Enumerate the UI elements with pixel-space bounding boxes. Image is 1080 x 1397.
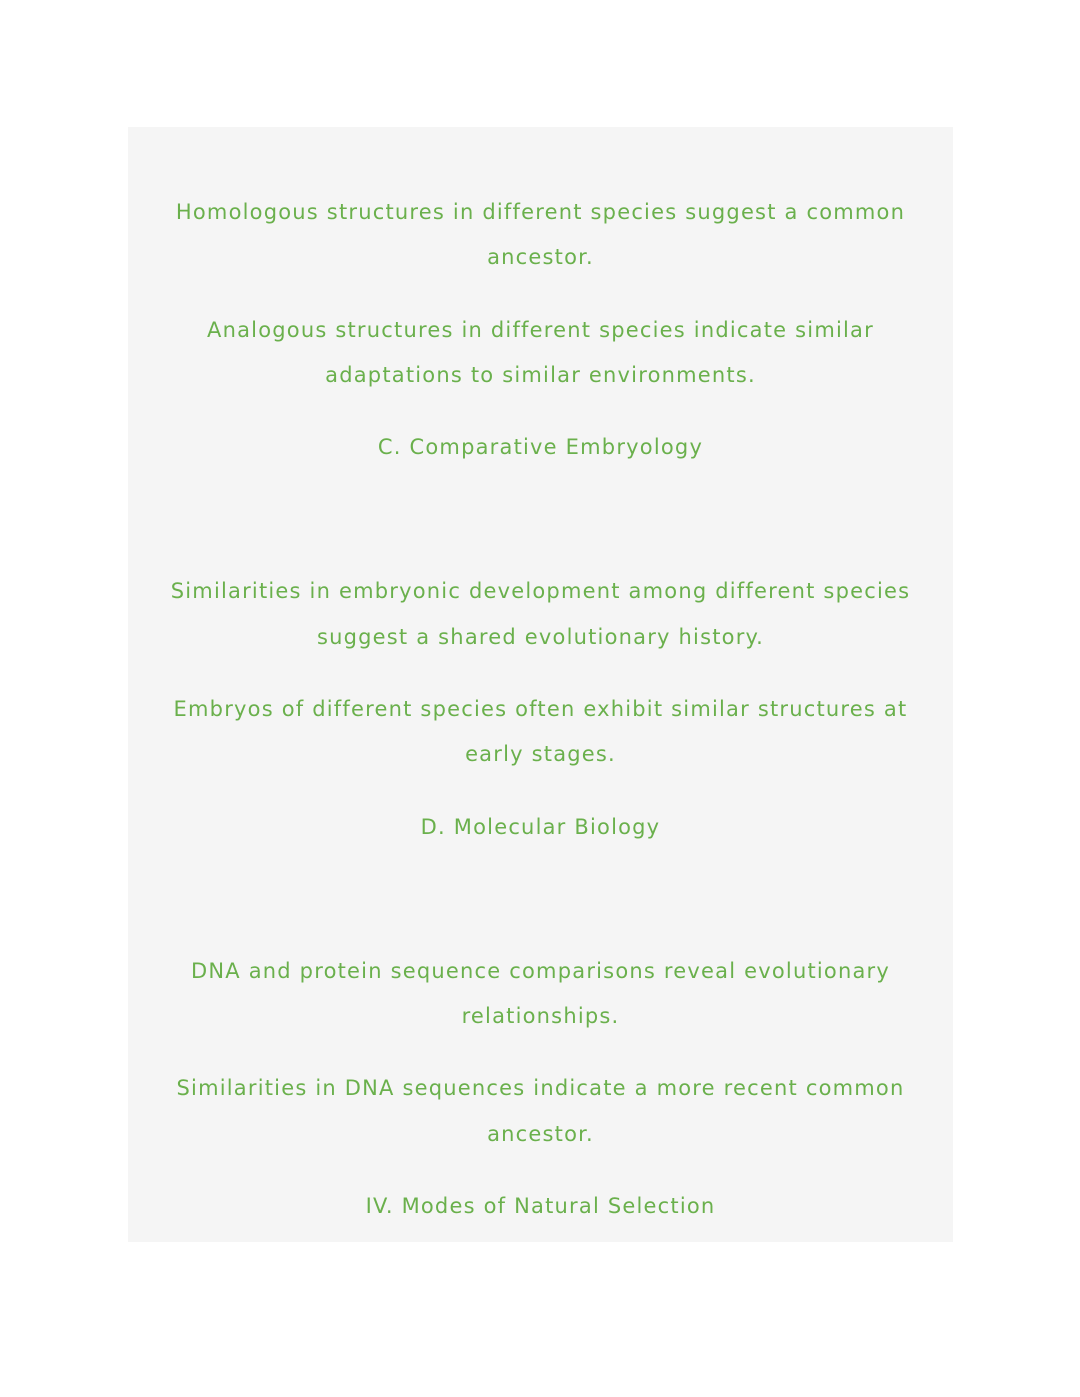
paragraph-line: ancestor.: [487, 1122, 594, 1146]
paragraph-line: DNA and protein sequence comparisons reveal evolutionary: [190, 959, 891, 983]
paragraph-line: relationships.: [461, 1004, 620, 1028]
paragraph-line: suggest a shared evolutionary history.: [316, 625, 765, 649]
paragraph-line: Homologous structures in different species suggest a common: [175, 200, 906, 224]
paragraph-line: Embryos of different species often exhibit similar structures at: [173, 697, 908, 721]
document-card: [128, 127, 953, 1242]
paragraph-line: ancestor.: [487, 245, 594, 269]
paragraph-line: adaptations to similar environments.: [325, 363, 756, 387]
paragraph-line: early stages.: [465, 742, 616, 766]
section-heading: D. Molecular Biology: [420, 815, 661, 839]
paragraph-line: Analogous structures in different species indicate similar: [207, 318, 874, 342]
paragraph-line: Similarities in embryonic development among different species: [170, 579, 911, 603]
section-heading: C. Comparative Embryology: [377, 435, 704, 459]
paragraph-line: Similarities in DNA sequences indicate a more recent common: [176, 1076, 905, 1100]
section-heading: IV. Modes of Natural Selection: [365, 1194, 716, 1218]
